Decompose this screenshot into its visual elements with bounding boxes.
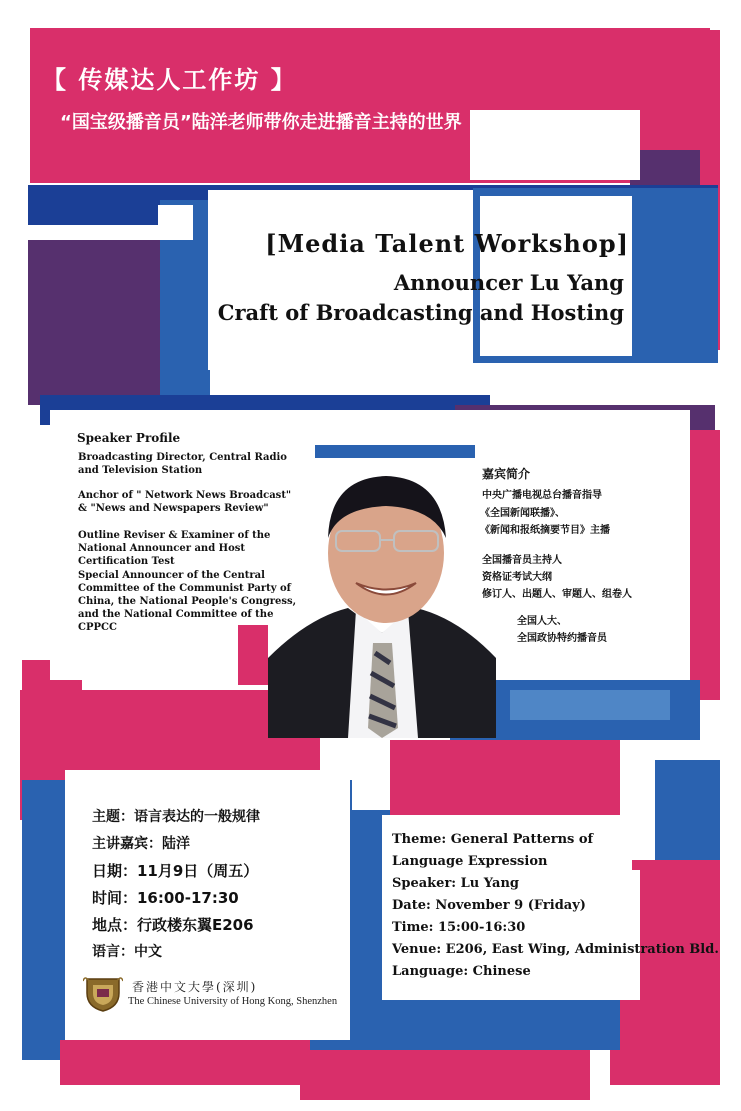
en-date-label: Date: [392, 898, 431, 913]
en-theme-cont: Language Expression [392, 854, 548, 869]
cn-date: 日期：11月9日（周五） [92, 862, 259, 880]
profile-cn-line: 全国人大、 [517, 616, 567, 627]
cn-language: 语言：中文 [92, 944, 162, 960]
en-time-value: 15:00-16:30 [437, 920, 526, 935]
profile-en-item: Special Announcer of the Central Committee of the Communist Party of China, the National People's Congress, and the National Committee of the CPPCC [78, 570, 297, 633]
title-en-line3: Craft of Broadcasting and Hosting [217, 300, 624, 325]
en-theme [392, 832, 593, 847]
bg-block [560, 870, 640, 1000]
en-speaker-label: Speaker: [392, 876, 457, 891]
bg-block [28, 240, 168, 405]
cn-subtitle: “国宝级播音员”陆洋老师带你走进播音主持的世界 [60, 112, 462, 133]
cn-venue: 地点：行政楼东翼E206 [92, 916, 254, 934]
profile-en-item: Outline Reviser & Examiner of the National Announcer and Host Certification Test [78, 530, 271, 567]
en-language [392, 964, 531, 979]
bg-block [510, 690, 670, 720]
university-crest-icon [83, 975, 123, 1013]
bg-block [158, 205, 193, 240]
profile-en-item: Anchor of " Network News Broadcast" & "News and Newspapers Review" [78, 490, 292, 514]
en-language-label: Language: [392, 964, 469, 979]
profile-cn-line: 资格证考试大纲 [482, 572, 552, 583]
en-time [392, 920, 525, 935]
profile-en-item: Broadcasting Director, Central Radio and Television Station [78, 452, 287, 476]
title-en-line1: [Media Talent Workshop] [265, 229, 629, 258]
bg-block [300, 1050, 590, 1100]
profile-cn-line: 全国播音员主持人 [482, 555, 562, 566]
cn-title: 【 传媒达人工作坊 】 [42, 66, 297, 94]
bg-block [60, 1040, 310, 1085]
profile-cn-heading: 嘉宾简介 [482, 467, 531, 481]
profile-cn-line: 修订人、出题人、审题人、组卷人 [482, 589, 632, 600]
profile-cn-line: 中央广播电视总台播音指导 [482, 490, 602, 501]
en-theme-label: Theme: [392, 832, 447, 847]
logo-cn: 香港中文大學(深圳) [132, 980, 258, 994]
en-date [392, 898, 586, 913]
cn-theme: 主题：语言表达的一般规律 [92, 809, 260, 825]
en-time-label: Time: [392, 920, 434, 935]
profile-cn-line: 全国政协特约播音员 [517, 633, 607, 644]
logo-en: The Chinese University of Hong Kong, Shenzhen [128, 996, 338, 1007]
en-venue [392, 942, 719, 957]
cn-time: 时间：16:00-17:30 [92, 889, 239, 907]
en-date-value: November 9 (Friday) [435, 898, 586, 913]
en-theme-value: General Patterns of [450, 832, 594, 847]
en-speaker [392, 876, 519, 891]
en-speaker-value: Lu Yang [460, 876, 519, 891]
bg-block [370, 1000, 620, 1050]
en-venue-value: E206, East Wing, Administration Bld. [445, 942, 719, 957]
profile-cn-line: 《新闻和报纸摘要节目》主播 [480, 525, 610, 536]
bg-block [655, 760, 720, 860]
title-en-line2: Announcer Lu Yang [393, 270, 624, 295]
en-venue-label: Venue: [392, 942, 442, 957]
profile-cn-line: 《全国新闻联播》、 [480, 508, 565, 519]
profile-en-heading: Speaker Profile [77, 431, 181, 445]
en-language-value: Chinese [472, 964, 531, 979]
cn-speaker: 主讲嘉宾：陆洋 [92, 836, 190, 852]
bg-block [470, 110, 640, 180]
